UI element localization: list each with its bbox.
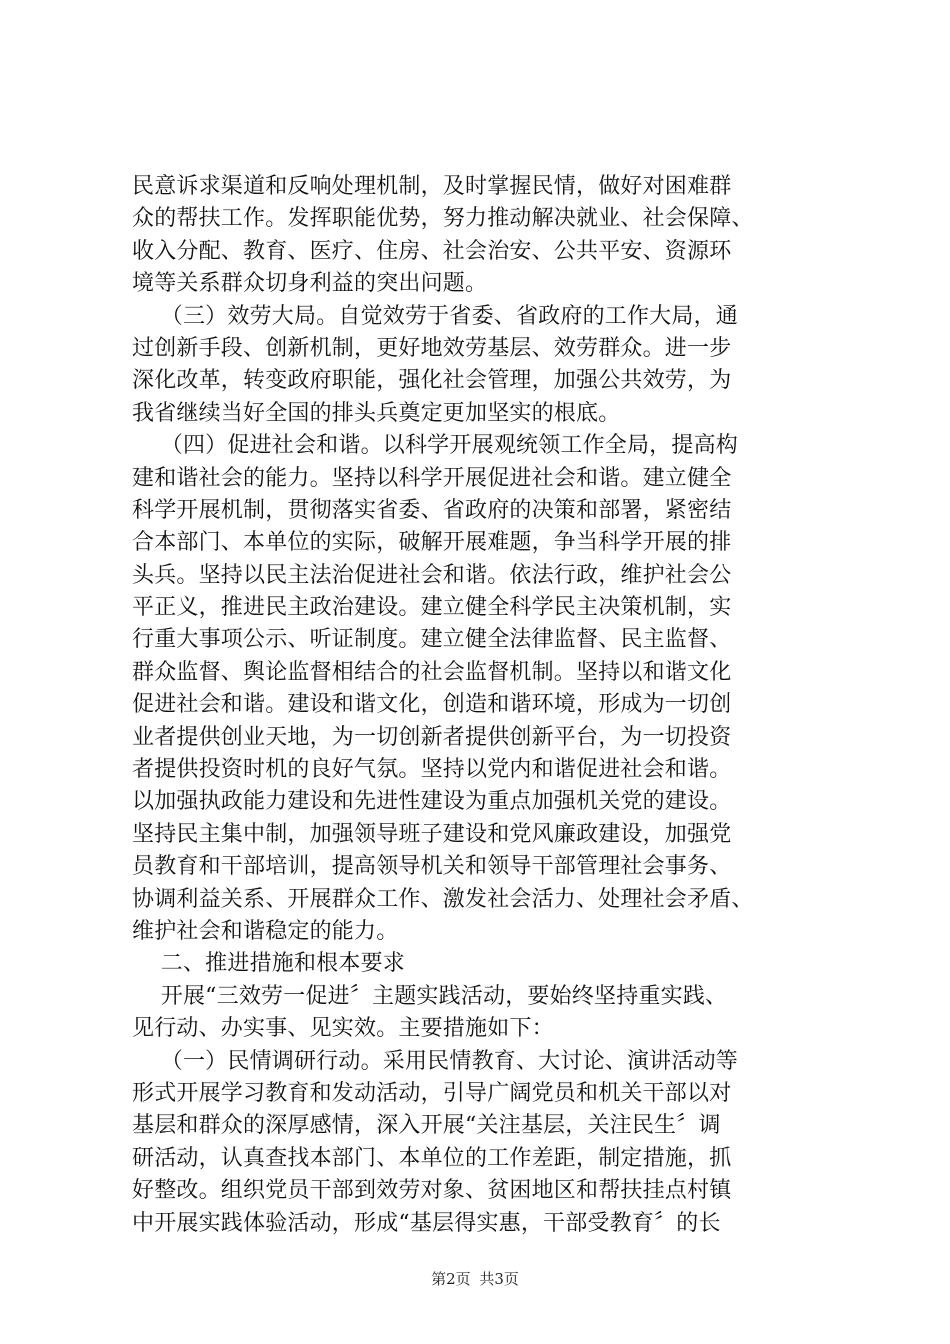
text-line: 平正义，推进民主政治建设。建立健全科学民主决策机制，实 (132, 595, 732, 621)
text-line: 好整改。组织党员干部到效劳对象、贫困地区和帮扶挂点村镇 (132, 1178, 732, 1204)
page-total: 共3页 (479, 1270, 519, 1288)
text-line: 头兵。坚持以民主法治促进社会和谐。依法行政，维护社会公 (132, 562, 732, 588)
text-line: 收入分配、教育、医疗、住房、社会治安、公共平安、资源环 (132, 238, 732, 264)
text-line: 深化改革，转变政府职能，强化社会管理，加强公共效劳，为 (132, 368, 732, 394)
text-line: 坚持民主集中制，加强领导班子建设和党风廉政建设，加强党 (132, 821, 732, 847)
text-line: （四）促进社会和谐。以科学开展观统领工作全局，提高构 (132, 433, 738, 459)
text-line: 建和谐社会的能力。坚持以科学开展促进社会和谐。建立健全 (132, 465, 732, 491)
text-line: 群众监督、舆论监督相结合的社会监督机制。坚持以和谐文化 (132, 659, 732, 685)
text-line: 者提供投资时机的良好气氛。坚持以党内和谐促进社会和谐。 (132, 757, 732, 783)
text-line: 过创新手段、创新机制，更好地效劳基层、效劳群众。进一步 (132, 335, 732, 361)
text-line: 维护社会和谐稳定的能力。 (132, 918, 399, 944)
text-line: 科学开展机制，贯彻落实省委、省政府的决策和部署，紧密结 (132, 497, 732, 523)
page-footer (0, 1268, 950, 1289)
text-line: 行重大事项公示、听证制度。建立健全法律监督、民主监督、 (132, 627, 732, 653)
text-line: 合本部门、本单位的实际，破解开展难题，争当科学开展的排 (132, 530, 732, 556)
text-line: 形式开展学习教育和发动活动，引导广阔党员和机关干部以对 (132, 1080, 732, 1106)
text-line: 众的帮扶工作。发挥职能优势，努力推动解决就业、社会保障、 (132, 206, 754, 232)
text-line: 协调利益关系、开展群众工作、激发社会活力、处理社会矛盾、 (132, 886, 754, 912)
text-line: 境等关系群众切身利益的突出问题。 (132, 271, 488, 297)
text-line: 中开展实践体验活动，形成“基层得实惠，干部受教育〞的长 (132, 1210, 721, 1236)
text-line: （一）民情调研行动。采用民情教育、大讨论、演讲活动等 (132, 1048, 738, 1074)
document-body (132, 171, 822, 1240)
text-line: 基层和群众的深厚感情，深入开展“关注基层，关注民生〞调 (132, 1113, 721, 1139)
text-line: 员教育和干部培训，提高领导机关和领导干部管理社会事务、 (132, 854, 732, 880)
text-line: 以加强执政能力建设和先进性建设为重点加强机关党的建设。 (132, 789, 732, 815)
text-line: （三）效劳大局。自觉效劳于省委、省政府的工作大局，通 (132, 303, 738, 329)
text-line: 二、推进措施和根本要求 (132, 951, 405, 977)
text-line: 民意诉求渠道和反响处理机制，及时掌握民情，做好对困难群 (132, 174, 732, 199)
text-line: 开展“三效劳一促进〞主题实践活动，要始终坚持重实践、 (132, 983, 728, 1009)
text-line: 业者提供创业天地，为一切创新者提供创新平台，为一切投资 (132, 724, 732, 750)
text-line: 促进社会和谐。建设和谐文化，创造和谐环境，形成为一切创 (132, 692, 732, 718)
text-line: 我省继续当好全国的排头兵奠定更加坚实的根底。 (132, 400, 621, 426)
text-line: 研活动，认真查找本部门、本单位的工作差距，制定措施，抓 (132, 1145, 732, 1171)
page-number: 第2页 (431, 1270, 471, 1288)
text-line: 见行动、办实事、见实效。主要措施如下： (132, 1016, 554, 1042)
